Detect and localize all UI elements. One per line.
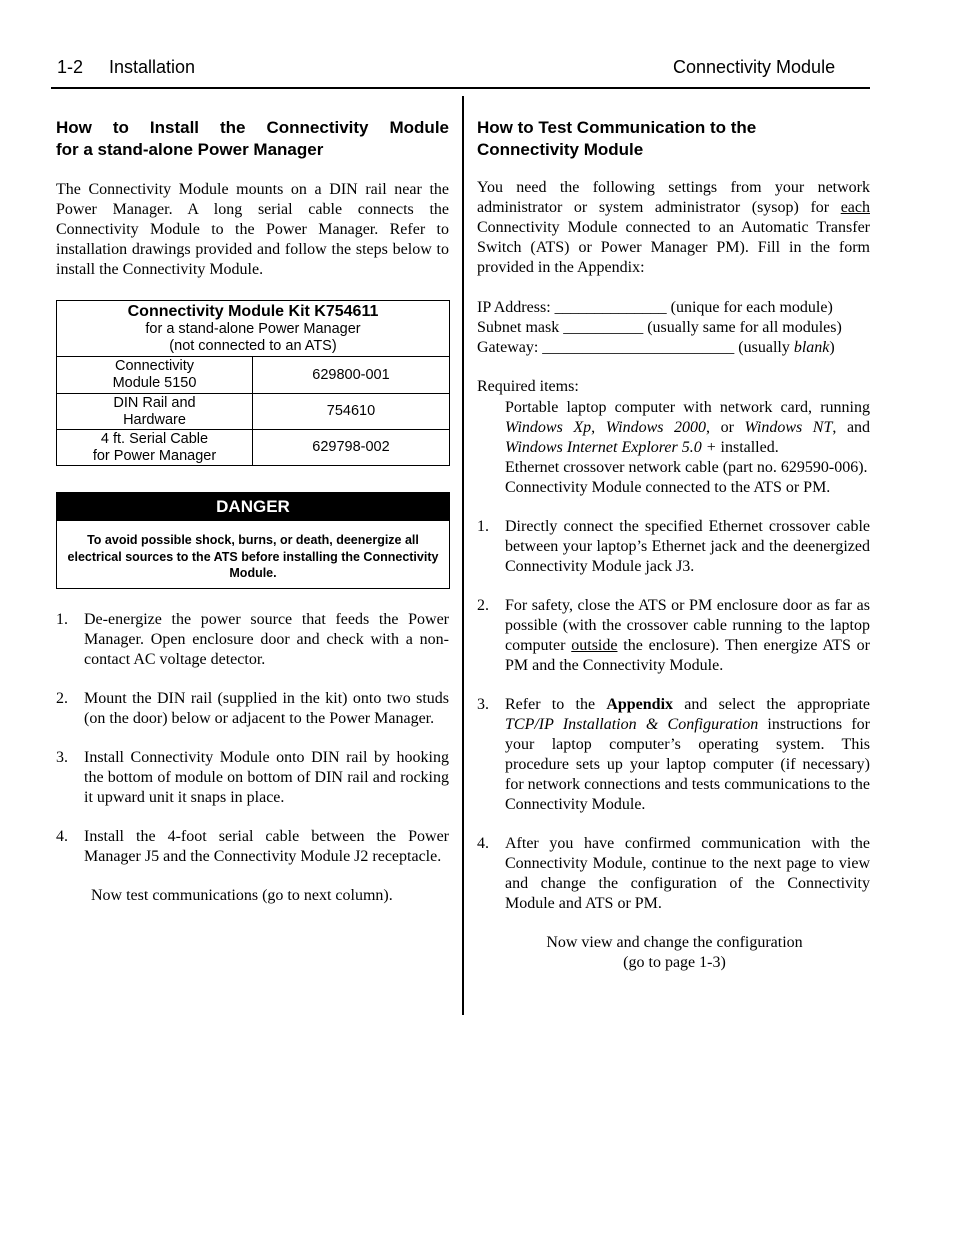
step-text: Install the 4-foot serial cable between the Power Manager J5 and the Connectivity Module J2 receptacle. xyxy=(84,827,449,865)
test-closing-line-2: (go to page 1-3) xyxy=(623,954,726,971)
list-item xyxy=(477,695,870,815)
kit-part-cell: 629800-001 xyxy=(253,357,450,394)
table-row xyxy=(57,394,450,430)
install-intro: The Connectivity Module mounts on a DIN rail near the Power Manager. A long serial cable connects the Connectivity Module to the Power Manager. Refer to installation drawings provided and follow the steps below to install the Connectivity Module. xyxy=(56,181,449,278)
right-column xyxy=(477,117,870,973)
gateway-tail: ) xyxy=(829,339,835,356)
ip-address-field: IP Address: ______________ (unique for each module) xyxy=(477,299,833,316)
kit-item-line: Hardware xyxy=(123,411,186,428)
req-text: , or xyxy=(706,419,745,436)
page-header-left xyxy=(57,57,195,78)
danger-box xyxy=(56,492,450,589)
subnet-mask-field: Subnet mask __________ (usually same for all modules) xyxy=(477,319,842,336)
test-steps xyxy=(477,517,870,914)
install-heading-line-1: How to Install the Connectivity Module xyxy=(56,118,449,137)
step-text: instructions for your laptop computer’s operating system. This procedure sets up your laptop computer (if necessary) for network connections and tests communications to the Connectivity Module. xyxy=(505,716,870,813)
step-text: Directly connect the specified Ethernet crossover cable between your laptop’s Ethernet jack and the deenergized Connectivity Module jack J3. xyxy=(505,518,870,575)
list-item xyxy=(477,517,870,577)
kit-item-line: for Power Manager xyxy=(92,447,217,464)
test-heading-line-1: How to Test Communication to the xyxy=(477,118,757,137)
page-number: 1-2 xyxy=(57,57,84,77)
list-item xyxy=(56,827,449,867)
os-name: Windows NT xyxy=(744,419,833,436)
kit-subtitle-2: (not connected to an ATS) xyxy=(169,338,337,354)
step-emphasis: outside xyxy=(571,637,618,654)
kit-item-line: Module 5150 xyxy=(112,375,197,391)
step-number: 1. xyxy=(56,610,68,628)
step-number: 2. xyxy=(477,597,489,614)
list-item xyxy=(477,834,870,914)
step-number: 3. xyxy=(477,696,489,713)
tcpip-reference: TCP/IP Installation & Configuration xyxy=(505,716,759,733)
gateway-field xyxy=(477,338,870,358)
step-text: and select the appropriate xyxy=(673,696,871,713)
kit-part-cell: 629798-002 xyxy=(253,430,450,466)
kit-item-cell xyxy=(57,394,253,430)
test-heading-line-2: Connectivity Module xyxy=(477,140,644,159)
column-divider xyxy=(462,96,464,1015)
kit-item-cell xyxy=(57,430,253,466)
section-name: Installation xyxy=(109,57,196,77)
gateway-label: Gateway: ________________________ (usually xyxy=(477,339,794,356)
danger-label: DANGER xyxy=(57,493,449,521)
os-name: Windows 2000 xyxy=(605,419,707,436)
kit-item-cell xyxy=(57,357,253,394)
left-column xyxy=(56,117,449,906)
step-text: Mount the DIN rail (supplied in the kit) onto two studs (on the door) below or adjacent to the Power Manager. xyxy=(84,689,449,727)
required-item-module: Connectivity Module connected to the ATS or PM. xyxy=(505,479,831,496)
install-heading-line-2: for a stand-alone Power Manager xyxy=(56,140,324,159)
step-number: 4. xyxy=(477,835,489,852)
intro-text: Connectivity Module connected to an Automatic Transfer Switch (ATS) or Power Manager PM). Fill in the form provided in the Appendix: xyxy=(477,219,870,276)
os-name: Windows Xp xyxy=(505,419,592,436)
appendix-reference: Appendix xyxy=(606,696,674,713)
install-steps xyxy=(56,610,449,867)
step-number: 4. xyxy=(56,827,68,845)
danger-text: To avoid possible shock, burns, or death, deenergize all electrical sources to the ATS before installing the Connectivity Module. xyxy=(67,533,439,580)
step-text: After you have confirmed communication with the Connectivity Module, continue to the next page to view and change the configuration of the Connectivity Module and ATS or PM. xyxy=(505,835,870,912)
list-item xyxy=(477,596,870,676)
step-number: 2. xyxy=(56,689,68,707)
req-text: , xyxy=(591,419,606,436)
table-row xyxy=(57,430,450,466)
step-text: Refer to the xyxy=(505,696,607,713)
req-text: installed. xyxy=(716,439,779,456)
os-name: Windows Internet Explorer 5.0 + xyxy=(505,439,717,456)
test-heading xyxy=(477,117,870,161)
kit-title-cell xyxy=(57,301,450,357)
kit-item-line: Connectivity xyxy=(115,358,194,374)
step-text: For safety, close the ATS or PM enclosure door as far as possible (with the crossover cable running to the laptop computer xyxy=(505,597,870,654)
step-number: 1. xyxy=(477,518,489,535)
page-header-title: Connectivity Module xyxy=(673,57,836,77)
step-number: 3. xyxy=(56,748,68,766)
intro-emphasis: each xyxy=(840,199,870,216)
test-closing-line-1: Now view and change the configuration xyxy=(546,934,803,951)
table-row xyxy=(57,357,450,394)
kit-item-line: DIN Rail and xyxy=(113,394,196,411)
list-item xyxy=(56,610,449,670)
kit-title: Connectivity Module Kit K754611 xyxy=(127,303,379,320)
network-fields xyxy=(477,298,870,358)
step-text: Install Connectivity Module onto DIN rail by hooking the bottom of module on bottom of DIN rail and rocking it upward unit it snaps in place. xyxy=(84,748,449,806)
step-text: De-energize the power source that feeds the Power Manager. Open enclosure door and check with a non-contact AC voltage detector. xyxy=(84,610,449,668)
kit-table xyxy=(56,300,450,466)
req-text: , and xyxy=(832,419,871,436)
required-item-laptop xyxy=(477,398,870,458)
req-text: Portable laptop computer with network card, running xyxy=(505,399,870,416)
kit-table-header xyxy=(57,301,450,357)
list-item xyxy=(56,689,449,729)
header-rule xyxy=(51,87,870,89)
required-item-cable: Ethernet crossover network cable (part no. 629590-006). xyxy=(505,459,868,476)
kit-item-line: 4 ft. Serial Cable xyxy=(100,430,209,447)
required-items-label: Required items: xyxy=(477,378,579,395)
step-text: the enclosure). Then energize ATS or PM and the Connectivity Module. xyxy=(505,637,870,674)
install-heading xyxy=(56,117,449,161)
kit-subtitle-1: for a stand-alone Power Manager xyxy=(145,321,361,337)
gateway-emphasis: blank xyxy=(793,339,830,356)
list-item xyxy=(56,748,449,808)
install-closing: Now test communications (go to next column). xyxy=(91,886,393,904)
kit-part-cell: 754610 xyxy=(253,394,450,430)
test-intro xyxy=(477,178,870,278)
intro-text: You need the following settings from your network administrator or system administrator (sysop) for xyxy=(477,179,870,216)
